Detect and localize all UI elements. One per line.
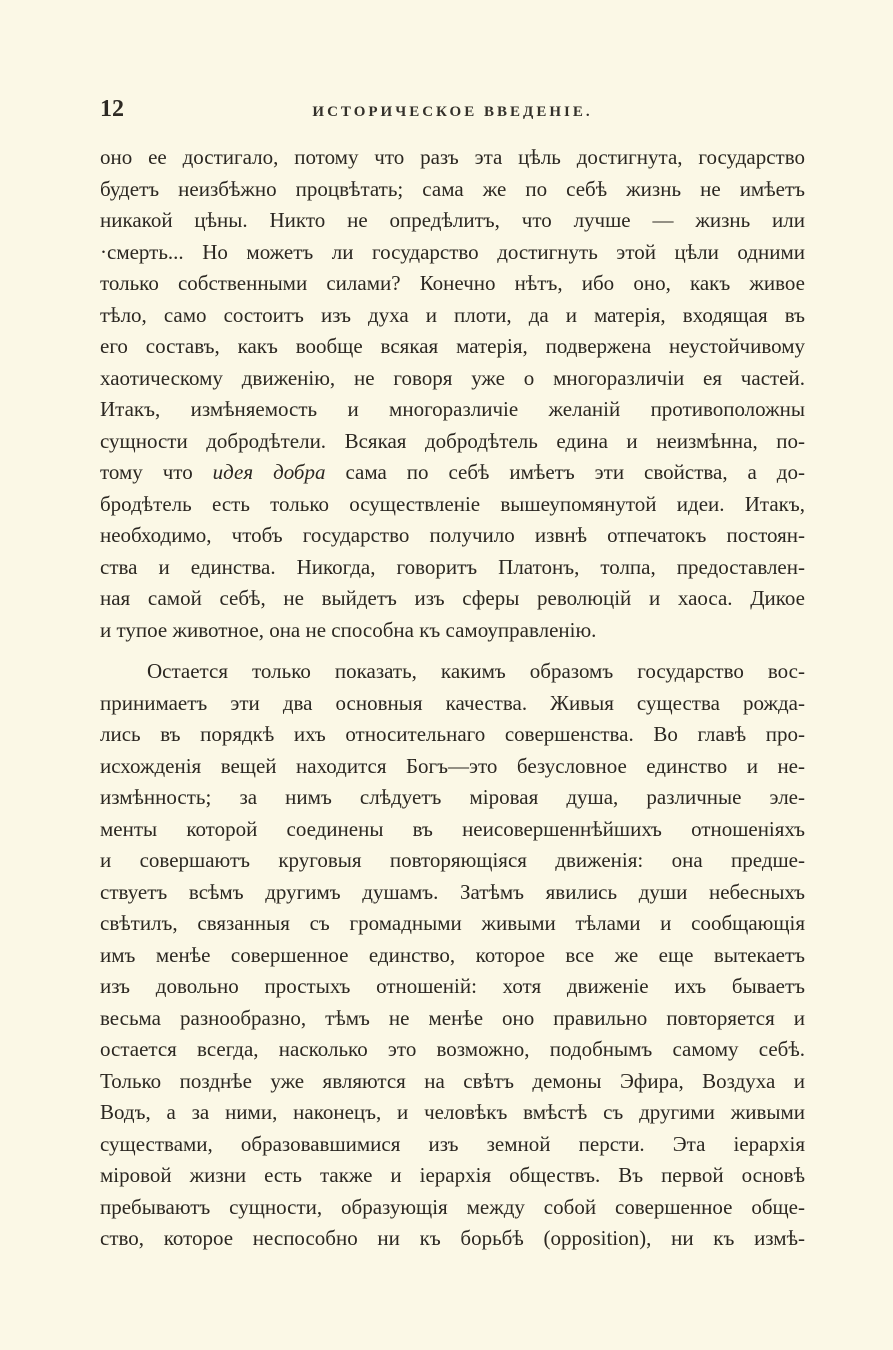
emphasized-phrase: идея добра [212, 460, 326, 484]
text-line: менты которой соединены въ неисовершеннѣйшихъ отношенiяхъ [100, 816, 805, 841]
text-line: имъ менѣе совершенное единство, которое все же еще вытекаетъ [100, 942, 805, 967]
page-header [100, 96, 805, 136]
text-line: Водъ, а за ними, наконецъ, и человѣкъ вмѣстѣ съ другими живыми [100, 1100, 805, 1124]
paragraph-2 [100, 656, 805, 1255]
text-line: ства и единства. Никогда, говоритъ Платонъ, толпа, предоставлен- [100, 554, 805, 579]
text-line: тѣло, само состоитъ изъ духа и плоти, да и матерiя, входящая въ [100, 302, 805, 327]
text-line: только собственными силами? Конечно нѣтъ, ибо оно, какъ живое [100, 271, 805, 295]
text-line: весьма разнообразно, тѣмъ не менѣе оно правильно повторяется и [100, 1005, 805, 1030]
text-segment: сама по себѣ имѣетъ эти свойства, а до- [325, 460, 805, 484]
running-head: ИСТОРИЧЕСКОЕ ВВЕДЕНIЕ. [312, 104, 593, 120]
text-line: ная самой себѣ, не выйдетъ изъ сферы революцiй и хаоса. Дикое [100, 586, 805, 610]
text-line: хаотическому движенiю, не говоря уже о многоразличiи ея частей. [100, 365, 805, 390]
text-line: остается всегда, насколько это возможно, подобнымъ самому себѣ. [100, 1037, 805, 1061]
text-line: необходимо, чтобъ государство получило извнѣ отпечатокъ постоян- [100, 523, 805, 547]
text-line: сущности добродѣтели. Всякая добродѣтель едина и неизмѣнна, по- [100, 428, 805, 453]
text-line: ство, которое неспособно ни къ борьбѣ (opposition), ни къ измѣ- [100, 1226, 805, 1250]
text-line: мiровой жизни есть также и iерархiя обществъ. Въ первой основѣ [100, 1163, 805, 1187]
text-line: никакой цѣны. Никто не опредѣлитъ, что лучше — жизнь или [100, 208, 805, 232]
text-line: ствуетъ всѣмъ другимъ душамъ. Затѣмъ явились души небесныхъ [100, 879, 805, 904]
text-line: его составъ, какъ вообще всякая матерiя, подвержена неустойчивому [100, 334, 805, 358]
text-line: существами, образовавшимися изъ земной персти. Эта iерархiя [100, 1131, 805, 1156]
page-number: 12 [100, 96, 124, 122]
text-line: пребываютъ сущности, образующiя между собой совершенное обще- [100, 1194, 805, 1219]
text-line: исхожденiя вещей находится Богъ—это безусловное единство и не- [100, 753, 805, 778]
body-text [100, 142, 805, 1255]
text-line: Итакъ, измѣняемость и многоразличiе желанiй противоположны [100, 397, 805, 421]
text-line: бродѣтель есть только осуществленiе вышеупомянутой идеи. Итакъ, [100, 491, 805, 516]
text-line: Только позднѣе уже являются на свѣтъ демоны Эфира, Воздуха и [100, 1068, 805, 1093]
text-segment: тому что [100, 460, 213, 484]
paragraph-1 [100, 142, 805, 646]
text-line: лись въ порядкѣ ихъ относительнаго совершенства. Во главѣ про- [100, 722, 805, 746]
text-line-indented: Остается только показать, какимъ образомъ государство вос- [147, 659, 805, 683]
text-line: ·смерть... Но можетъ ли государство достигнуть этой цѣли одними [100, 239, 805, 264]
text-line: изъ довольно простыхъ отношенiй: хотя движенiе ихъ бываетъ [100, 974, 805, 998]
text-line: и тупое животное, она не способна къ самоуправленiю. [100, 617, 597, 642]
text-line: оно ее достигало, потому что разъ эта цѣль достигнута, государство [100, 145, 805, 169]
text-line: и совершаютъ круговыя повторяющiяся движенiя: она предше- [100, 848, 805, 872]
text-line: свѣтилъ, связанныя съ громадными живыми тѣлами и сообщающiя [100, 911, 805, 935]
text-line: измѣнность; за нимъ слѣдуетъ мiровая душа, различные эле- [100, 785, 805, 809]
text-line-with-emphasis [100, 457, 805, 489]
text-line: будетъ неизбѣжно процвѣтать; сама же по себѣ жизнь не имѣетъ [100, 176, 805, 201]
text-line: принимаетъ эти два основныя качества. Живыя существа рожда- [100, 690, 805, 715]
